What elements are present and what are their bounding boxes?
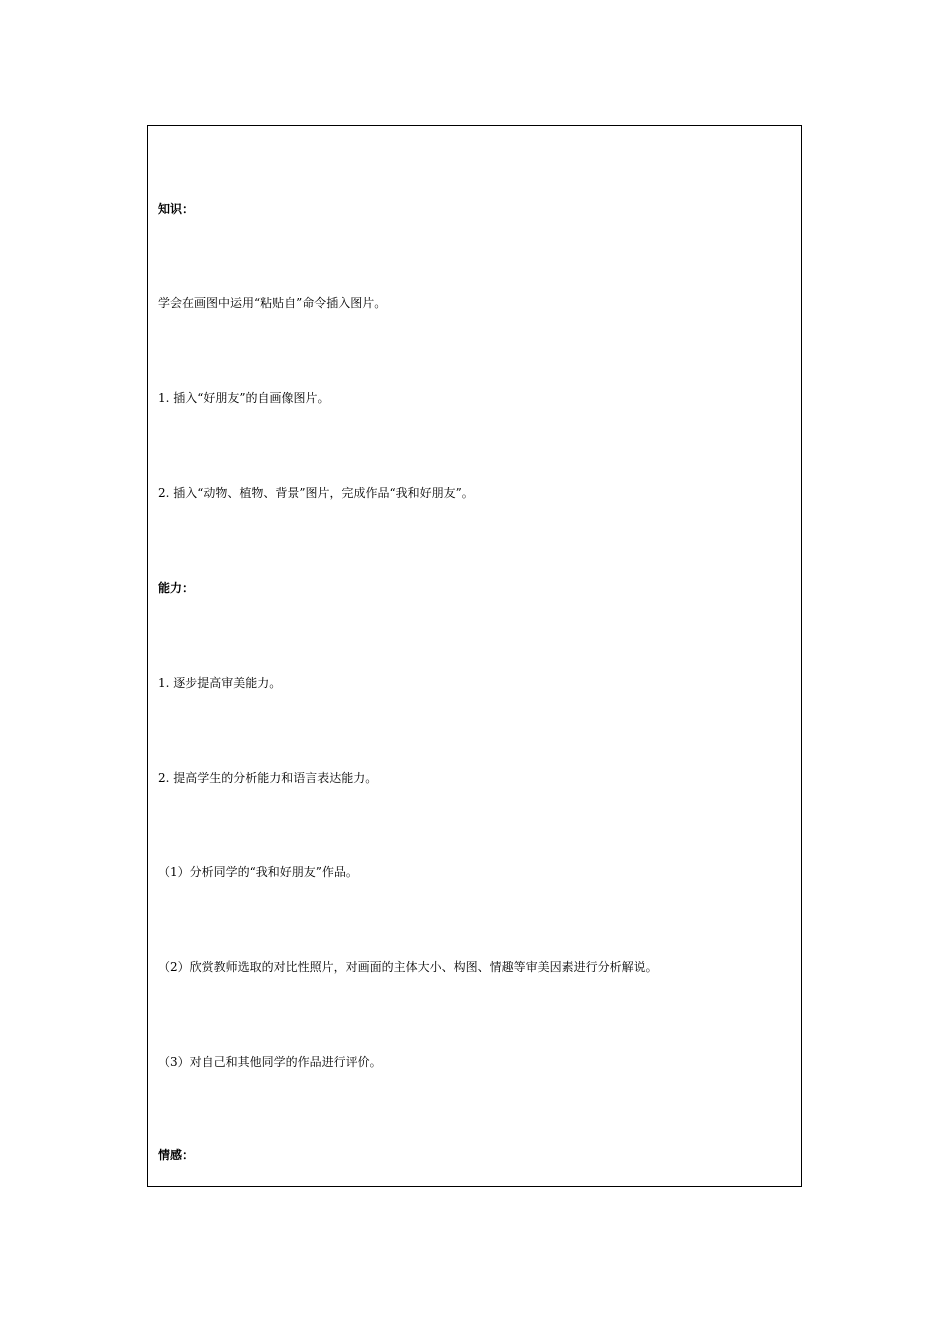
document-table-cell	[147, 125, 802, 1187]
knowledge-item-1: 1. 插入“好朋友”的自画像图片。	[158, 391, 330, 405]
knowledge-objective: 学会在画图中运用“粘贴自”命令插入图片。	[158, 296, 387, 310]
section-heading-emotion: 情感：	[158, 1148, 195, 1162]
ability-subitem-3: （3）对自己和其他同学的作品进行评价。	[158, 1055, 382, 1069]
ability-subitem-1: （1）分析同学的“我和好朋友”作品。	[158, 865, 358, 879]
ability-item-2: 2. 提高学生的分析能力和语言表达能力。	[158, 771, 378, 785]
knowledge-item-2: 2. 插入“动物、植物、背景”图片，完成作品“我和好朋友”。	[158, 486, 474, 500]
ability-subitem-2: （2）欣赏教师选取的对比性照片，对画面的主体大小、构图、情趣等审美因素进行分析解说。	[158, 960, 658, 974]
section-heading-ability: 能力：	[158, 581, 195, 595]
ability-item-1: 1. 逐步提高审美能力。	[158, 676, 282, 690]
section-heading-knowledge: 知识：	[158, 202, 195, 216]
